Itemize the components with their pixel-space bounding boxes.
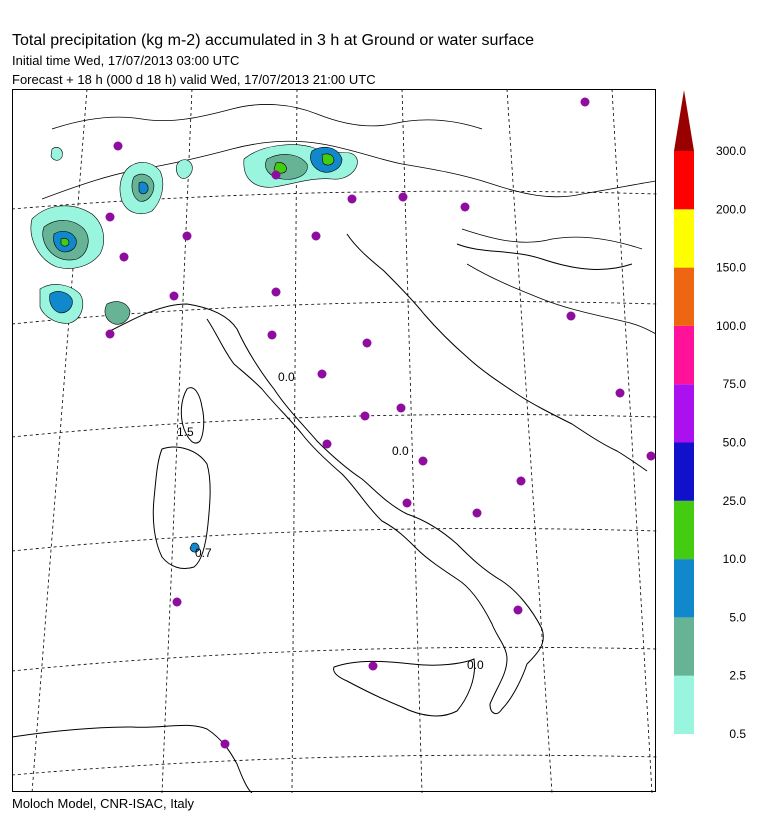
precipitation-map bbox=[12, 89, 657, 793]
station-marker bbox=[183, 232, 192, 241]
map-value-2: 1.5 bbox=[177, 425, 194, 439]
station-marker bbox=[397, 404, 406, 413]
station-marker bbox=[616, 389, 625, 398]
legend-top-triangle bbox=[674, 90, 694, 151]
station-marker bbox=[473, 509, 482, 518]
legend-level-label: 10.0 bbox=[722, 552, 746, 567]
legend-level-label: 5.0 bbox=[729, 610, 746, 625]
legend-color-bin bbox=[674, 676, 694, 734]
station-marker bbox=[581, 98, 590, 107]
station-marker bbox=[114, 142, 123, 151]
forecast-time: Forecast + 18 h (000 d 18 h) valid Wed, 17/07/2013 21:00 UTC bbox=[12, 72, 376, 87]
station-marker bbox=[361, 412, 370, 421]
map-value-5: 0.0 bbox=[467, 658, 484, 672]
station-marker bbox=[120, 253, 129, 262]
station-marker bbox=[312, 232, 321, 241]
station-marker bbox=[268, 331, 277, 340]
station-marker bbox=[318, 370, 327, 379]
legend-level-label: 100.0 bbox=[715, 318, 746, 333]
legend-color-bin bbox=[674, 617, 694, 675]
legend-color-bin bbox=[674, 268, 694, 326]
station-marker bbox=[348, 195, 357, 204]
legend-level-label: 200.0 bbox=[715, 202, 746, 217]
map-value-3: 0.0 bbox=[392, 444, 409, 458]
legend-color-bin bbox=[674, 384, 694, 442]
station-marker bbox=[106, 330, 115, 339]
station-marker bbox=[272, 288, 281, 297]
station-marker bbox=[323, 440, 332, 449]
legend-color-bin bbox=[674, 326, 694, 384]
map-value-1: 0.0 bbox=[278, 370, 295, 384]
station-marker bbox=[369, 662, 378, 671]
station-marker bbox=[419, 457, 428, 466]
station-marker bbox=[363, 339, 372, 348]
station-marker bbox=[514, 606, 523, 615]
legend-level-label: 25.0 bbox=[722, 493, 746, 508]
legend-color-bin bbox=[674, 443, 694, 501]
station-marker bbox=[170, 292, 179, 301]
station-marker bbox=[272, 171, 281, 180]
legend-level-label: 150.0 bbox=[715, 260, 746, 275]
legend-level-label: 0.5 bbox=[729, 727, 746, 740]
station-marker bbox=[647, 452, 656, 461]
station-marker bbox=[221, 740, 230, 749]
legend-level-label: 50.0 bbox=[722, 435, 746, 450]
legend-color-bin bbox=[674, 151, 694, 209]
legend-level-label: 300.0 bbox=[715, 144, 746, 158]
precipitation-legend bbox=[670, 88, 760, 740]
station-marker bbox=[567, 312, 576, 321]
station-marker bbox=[399, 193, 408, 202]
model-credit: Moloch Model, CNR-ISAC, Italy bbox=[12, 796, 195, 811]
legend-color-bin bbox=[674, 209, 694, 267]
station-marker bbox=[173, 598, 182, 607]
map-frame bbox=[13, 90, 656, 792]
station-marker bbox=[461, 203, 470, 212]
initial-time: Initial time Wed, 17/07/2013 03:00 UTC bbox=[12, 53, 240, 68]
legend-color-bin bbox=[674, 501, 694, 559]
legend-color-bin bbox=[674, 559, 694, 617]
legend-level-label: 2.5 bbox=[729, 668, 746, 683]
map-value-4: 0.7 bbox=[195, 546, 212, 560]
station-marker bbox=[106, 213, 115, 222]
cell-north-small bbox=[51, 147, 62, 160]
station-marker bbox=[403, 499, 412, 508]
station-marker bbox=[517, 477, 526, 486]
legend-level-label: 75.0 bbox=[722, 377, 746, 392]
chart-title: Total precipitation (kg m-2) accumulated in 3 h at Ground or water surface bbox=[12, 32, 535, 49]
